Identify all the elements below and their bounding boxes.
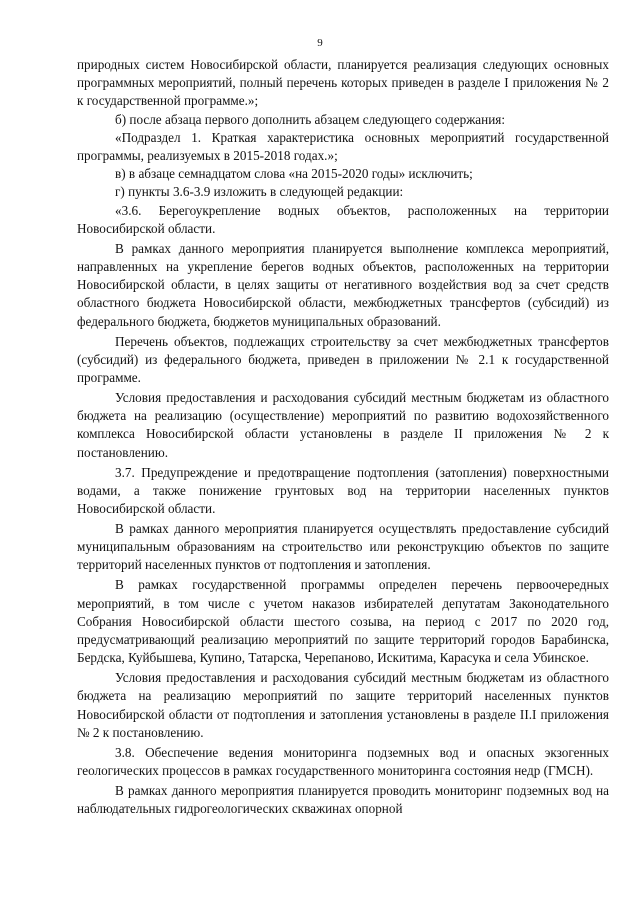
paragraph: б) после абзаца первого дополнить абзацем следующего содержания:	[115, 111, 506, 127]
paragraph: В рамках данного мероприятия планируется проводить мониторинг подземных вод на наблюдательных гидрогеологических скважинах опорной	[77, 783, 609, 817]
paragraph: 3.7. Предупреждение и предотвращение подтопления (затопления) поверхностными водами, а также понижение грунтовых вод на территории населенных пунктов Новосибирской области.	[77, 464, 609, 517]
paragraph: 3.8. Обеспечение ведения мониторинга подземных вод и опасных экзогенных геологических процессов в рамках государственного мониторинга состояния недр (ГМСН).	[77, 744, 609, 779]
paragraph: В рамках данного мероприятия планируется осуществлять предоставление субсидий муниципальным образованиям на строительство или реконструкцию объектов по защите территорий населенных пунктов от подтопления и затопления.	[77, 521, 609, 573]
paragraph: г) пункты 3.6-3.9 изложить в следующей редакции:	[115, 184, 404, 200]
paragraph: «Подраздел 1. Краткая характеристика основных мероприятий государственной программы, реализуемых в 2015-2018 годах.»;	[77, 129, 609, 164]
paragraph: В рамках государственной программы определен перечень первоочередных мероприятий, в том числе с учетом наказов избирателей депутатам Законодательного Собрания Новосибирской области шестого созыва, на период с 2017 по 2020 год, предусматривающий реализацию мероприятий по защите территорий городов Барабинска, Бердска, Куйбышева, Купино, Татарска, Черепаново, Искитима, Карасука и села Убинское.	[77, 577, 609, 666]
document-body	[77, 56, 609, 819]
page-number: 9	[317, 37, 323, 49]
paragraph: Условия предоставления и расходования субсидий местным бюджетам из областного бюджета на реализацию (осуществление) мероприятий по развитию водохозяйственного комплекса Новосибирской области установлены в разделе II приложения № 2 к постановлению.	[77, 390, 609, 460]
paragraph: в) в абзаце семнадцатом слова «на 2015-2020 годы» исключить;	[115, 166, 473, 182]
paragraph: Перечень объектов, подлежащих строительству за счет межбюджетных трансфертов (субсидий) из федерального бюджета, приведен в приложении № 2.1 к государственной программе.	[77, 333, 609, 386]
paragraph: природных систем Новосибирской области, планируется реализация следующих основных программных мероприятий, полный перечень которых приведен в разделе I приложения № 2 к государственной программе.»;	[77, 57, 609, 109]
paragraph: Условия предоставления и расходования субсидий местным бюджетам из областного бюджета на реализацию мероприятий по защите территорий населенных пунктов Новосибирской области от подтопления и затопления установлены в разделе II.I приложения № 2 к постановлению.	[77, 670, 609, 740]
paragraph: «3.6. Берегоукрепление водных объектов, расположенных на территории Новосибирской области.	[77, 202, 609, 236]
paragraph: В рамках данного мероприятия планируется выполнение комплекса мероприятий, направленных на укрепление берегов водных объектов, расположенных на территории Новосибирской области, в целях защиты от негативного воздействия вод за счет средств областного бюджета Новосибирской области, межбюджетных трансфертов (субсидий) из федерального бюджета, бюджетов муниципальных образований.	[77, 240, 609, 329]
